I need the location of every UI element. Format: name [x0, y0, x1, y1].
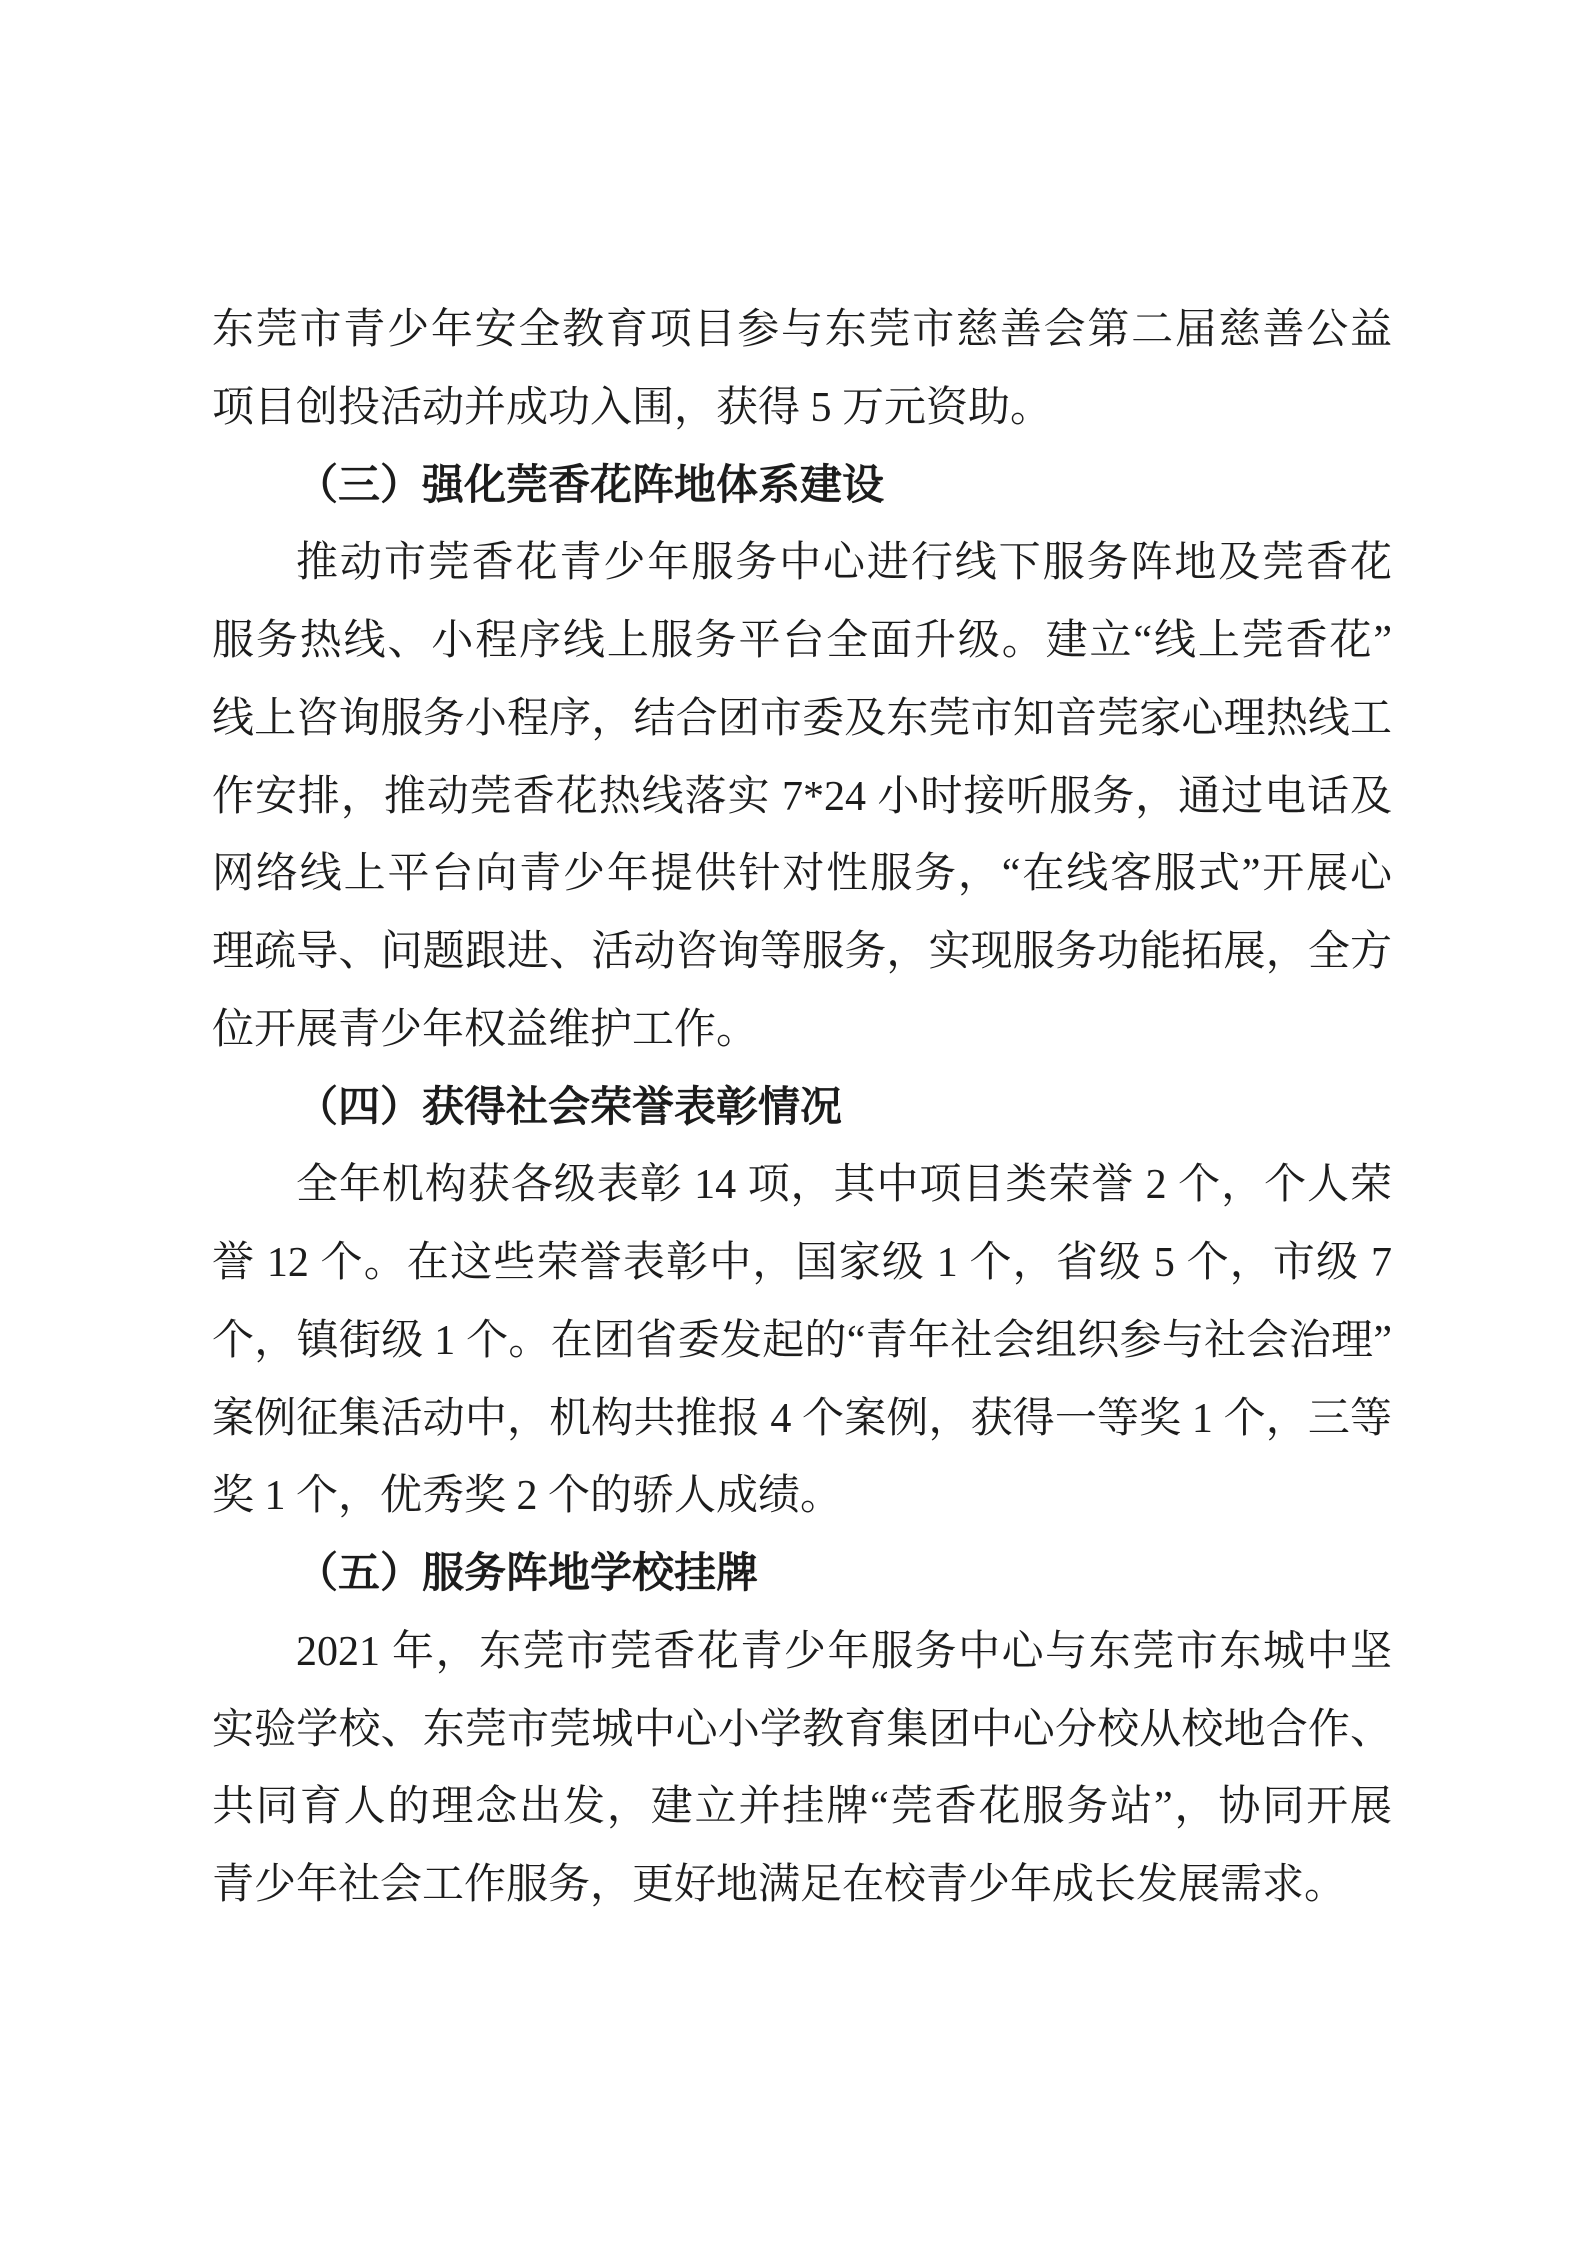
section-heading: （四）获得社会荣誉表彰情况 [296, 1084, 843, 1131]
paragraph [212, 525, 1392, 1069]
paragraph [212, 1614, 1392, 1925]
text-column [212, 292, 1392, 1925]
body-line: 实验学校、东莞市莞城中心小学教育集团中心分校从校地合作、 [212, 1706, 1392, 1753]
body-line: 推动市莞香花青少年服务中心进行线下服务阵地及莞香花 [296, 540, 1392, 587]
body-line: 理疏导、问题跟进、活动咨询等服务，实现服务功能拓展，全方 [212, 929, 1392, 975]
body-line: 位开展青少年权益维护工作。 [212, 1006, 759, 1053]
body-line: 服务热线、小程序线上服务平台全面升级。建立“线上莞香花” [212, 618, 1392, 664]
body-line: 网络线上平台向青少年提供针对性服务，“在线客服式”开展心 [212, 851, 1392, 898]
body-line: 个，镇街级 1 个。在团省委发起的“青年社会组织参与社会治理” [212, 1317, 1392, 1364]
section-5 [212, 1536, 1392, 1925]
section-4 [212, 1070, 1392, 1537]
body-line: 东莞市青少年安全教育项目参与东莞市慈善会第二届慈善公益 [212, 307, 1392, 353]
section-heading: （三）强化莞香花阵地体系建设 [296, 462, 885, 509]
body-line: 作安排，推动莞香花热线落实 7*24 小时接听服务，通过电话及 [212, 773, 1392, 820]
body-line: 案例征集活动中，机构共推报 4 个案例，获得一等奖 1 个，三等 [212, 1395, 1392, 1442]
body-line: 青少年社会工作服务，更好地满足在校青少年成长发展需求。 [212, 1862, 1347, 1908]
body-line: 共同育人的理念出发，建立并挂牌“莞香花服务站”，协同开展 [212, 1784, 1392, 1831]
body-line: 全年机构获各级表彰 14 项，其中项目类荣誉 2 个，个人荣 [296, 1162, 1392, 1209]
paragraph [212, 1147, 1392, 1536]
body-line: 项目创投活动并成功入围，获得 5 万元资助。 [212, 384, 1053, 431]
continued-paragraph [212, 292, 1392, 448]
body-line: 2021 年，东莞市莞香花青少年服务中心与东莞市东城中坚 [296, 1628, 1392, 1675]
body-line: 线上咨询服务小程序，结合团市委及东莞市知音莞家心理热线工 [212, 695, 1392, 742]
section-3 [212, 448, 1392, 1070]
body-line: 誉 12 个。在这些荣誉表彰中，国家级 1 个，省级 5 个，市级 7 [212, 1240, 1392, 1286]
section-heading: （五）服务阵地学校挂牌 [296, 1551, 759, 1597]
body-line: 奖 1 个，优秀奖 2 个的骄人成绩。 [212, 1473, 843, 1520]
